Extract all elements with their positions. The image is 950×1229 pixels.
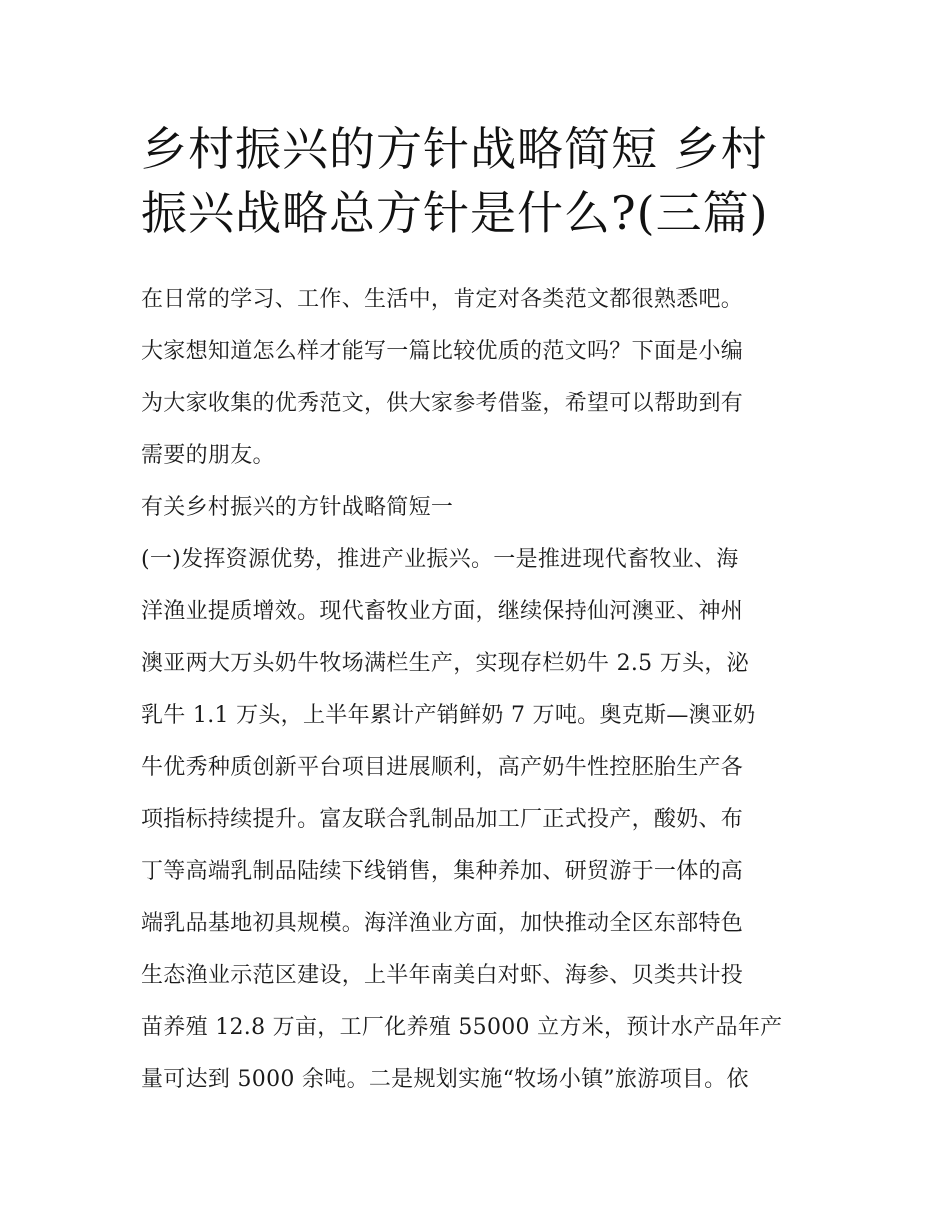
- document-body: [141, 282, 821, 1114]
- body-line: 洋渔业提质增效。现代畜牧业方面，继续保持仙河澳亚、神州: [141, 599, 744, 624]
- body-line: 量可达到 5000 余吨。二是规划实施“牧场小镇”旅游项目。依: [141, 1067, 749, 1092]
- body-line: 生态渔业示范区建设，上半年南美白对虾、海参、贝类共计投: [141, 963, 744, 988]
- section-heading: 有关乡村振兴的方针战略简短一: [141, 495, 454, 520]
- body-line: 牛优秀种质创新平台项目进展顺利，高产奶牛性控胚胎生产各: [141, 755, 744, 780]
- body-line: 项指标持续提升。富友联合乳制品加工厂正式投产，酸奶、布: [141, 807, 744, 832]
- title-line-2: 振兴战略总方针是什么?(三篇): [141, 186, 769, 240]
- body-line: 需要的朋友。: [141, 443, 275, 468]
- body-line: (一)发挥资源优势，推进产业振兴。一是推进现代畜牧业、海: [141, 547, 739, 572]
- body-line: 丁等高端乳制品陆续下线销售，集种养加、研贸游于一体的高: [141, 859, 744, 884]
- body-line: 乳牛 1.1 万头，上半年累计产销鲜奶 7 万吨。奥克斯—澳亚奶: [141, 703, 756, 728]
- body-line: 澳亚两大万头奶牛牧场满栏生产，实现存栏奶牛 2.5 万头，泌: [141, 651, 749, 676]
- body-line: 大家想知道怎么样才能写一篇比较优质的范文吗？下面是小编: [141, 339, 744, 364]
- body-line: 在日常的学习、工作、生活中，肯定对各类范文都很熟悉吧。: [141, 287, 744, 312]
- body-line: 苗养殖 12.8 万亩，工厂化养殖 55000 立方米，预计水产品年产: [141, 1015, 783, 1040]
- body-line: 为大家收集的优秀范文，供大家参考借鉴，希望可以帮助到有: [141, 391, 744, 416]
- title-line-1: 乡村振兴的方针战略简短 乡村: [141, 122, 768, 176]
- document-title: [141, 117, 821, 245]
- body-line: 端乳品基地初具规模。海洋渔业方面，加快推动全区东部特色: [141, 911, 744, 936]
